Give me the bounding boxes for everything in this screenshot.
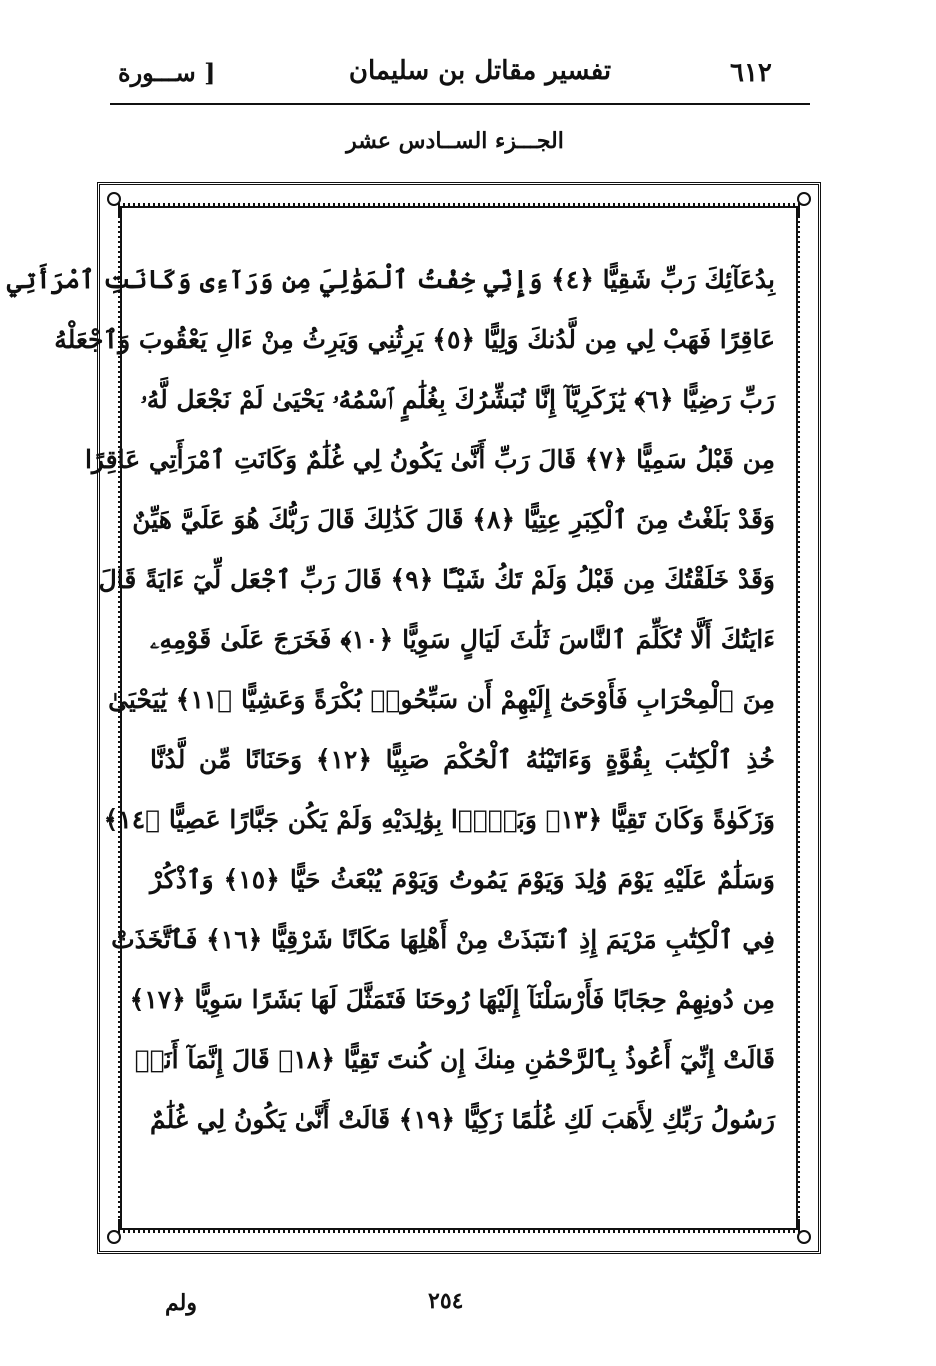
verse-line: بِدُعَآئِكَ رَبِّ شَقِيًّا ﴿٤﴾ وَإِنِّي خِفْتُ ٱلْمَوَٰلِيَ مِن وَرَآءِى وَكَانَتِ ٱمْرَأَتِي xyxy=(6,265,775,294)
quran-verse-block xyxy=(6,250,776,1150)
verse-line: مِنَ ٱلْمِحْرَابِ فَأَوْحَىٰٓ إِلَيْهِمْ أَن سَبِّحُوا۟ بُكْرَةً وَعَشِيًّا ﴿١١﴾ يَٰيَحْيَىٰ xyxy=(108,685,775,714)
verse-line: وَزَكَوٰةً وَكَانَ تَقِيًّا ﴿١٣﴾ وَبَرًّۢا بِوَٰلِدَيْهِ وَلَمْ يَكُن جَبَّارًا عَصِيًّا ﴿١٤﴾ xyxy=(103,805,775,834)
corner-ornament-top-left xyxy=(107,192,121,206)
header-page-number: ٦١٢ xyxy=(730,58,772,88)
verse-line: خُذِ ٱلْكِتَٰبَ بِقُوَّةٍ وَءَاتَيْنَٰهُ ٱلْحُكْمَ صَبِيًّا ﴿١٢﴾ وَحَنَانًا مِّن لَّدُنَّا xyxy=(150,745,776,774)
corner-ornament-top-right xyxy=(797,192,811,206)
verse-line: عَاقِرًا فَهَبْ لِي مِن لَّدُنكَ وَلِيًّا ﴿٥﴾ يَرِثُنِي وَيَرِثُ مِنْ ءَالِ يَعْقُوبَ وَٱجْعَلْهُ xyxy=(54,325,775,354)
header-rule xyxy=(110,103,810,105)
verse-line: رَسُولُ رَبِّكِ لِأَهَبَ لَكِ غُلَٰمًا زَكِيًّا ﴿١٩﴾ قَالَتْ أَنَّىٰ يَكُونُ لِي غُلَٰمٌ xyxy=(150,1105,775,1134)
header-surah-label: [ ســـورة xyxy=(118,58,216,87)
verse-line: فِي ٱلْكِتَٰبِ مَرْيَمَ إِذِ ٱنتَبَذَتْ مِنْ أَهْلِهَا مَكَانًا شَرْقِيًّا ﴿١٦﴾ فَٱتَّخَذَتْ xyxy=(111,925,775,954)
verse-line: مِن دُونِهِمْ حِجَابًا فَأَرْسَلْنَآ إِلَيْهَا رُوحَنَا فَتَمَثَّلَ لَهَا بَشَرًا سَوِيًّا ﴿١٧﴾ xyxy=(129,985,775,1014)
verse-line: وَسَلَٰمٌ عَلَيْهِ يَوْمَ وُلِدَ وَيَوْمَ يَمُوتُ وَيَوْمَ يُبْعَثُ حَيًّا ﴿١٥﴾ وَٱذْكُرْ xyxy=(150,865,776,894)
corner-ornament-bottom-right xyxy=(797,1230,811,1244)
verse-line: رَبِّ رَضِيًّا ﴿٦﴾ يَٰزَكَرِيَّآ إِنَّا نُبَشِّرُكَ بِغُلَٰمٍ ٱسْمُهُۥ يَحْيَىٰ لَمْ نَجْعَل لَّهُۥ xyxy=(140,385,775,414)
footer-catchword: ولم xyxy=(165,1290,197,1316)
header-book-title: تفسير مقاتل بن سليمان xyxy=(348,56,612,86)
corner-ornament-bottom-left xyxy=(107,1230,121,1244)
footer-page-number: ٢٥٤ xyxy=(428,1288,464,1314)
verse-line: قَالَتْ إِنِّيٓ أَعُوذُ بِٱلرَّحْمَٰنِ مِنكَ إِن كُنتَ تَقِيًّا ﴿١٨﴾ قَالَ إِنَّمَآ أَنَا۠ xyxy=(134,1045,775,1074)
verse-line: مِن قَبْلُ سَمِيًّا ﴿٧﴾ قَالَ رَبِّ أَنَّىٰ يَكُونُ لِي غُلَٰمٌ وَكَانَتِ ٱمْرَأَتِي عَاقِرًا xyxy=(84,445,775,474)
verse-line: وَقَدْ خَلَقْتُكَ مِن قَبْلُ وَلَمْ تَكُ شَيْـًٔا ﴿٩﴾ قَالَ رَبِّ ٱجْعَل لِّيٓ ءَايَةً قَالَ xyxy=(98,565,775,594)
part-title: الجـــزء الســادس عشر xyxy=(346,128,564,154)
verse-line: ءَايَتُكَ أَلَّا تُكَلِّمَ ٱلنَّاسَ ثَلَٰثَ لَيَالٍ سَوِيًّا ﴿١٠﴾ فَخَرَجَ عَلَىٰ قَوْمِهِۦ xyxy=(150,625,775,654)
verse-line: وَقَدْ بَلَغْتُ مِنَ ٱلْكِبَرِ عِتِيًّا ﴿٨﴾ قَالَ كَذَٰلِكَ قَالَ رَبُّكَ هُوَ عَلَيَّ هَيِّنٌ xyxy=(132,505,775,534)
